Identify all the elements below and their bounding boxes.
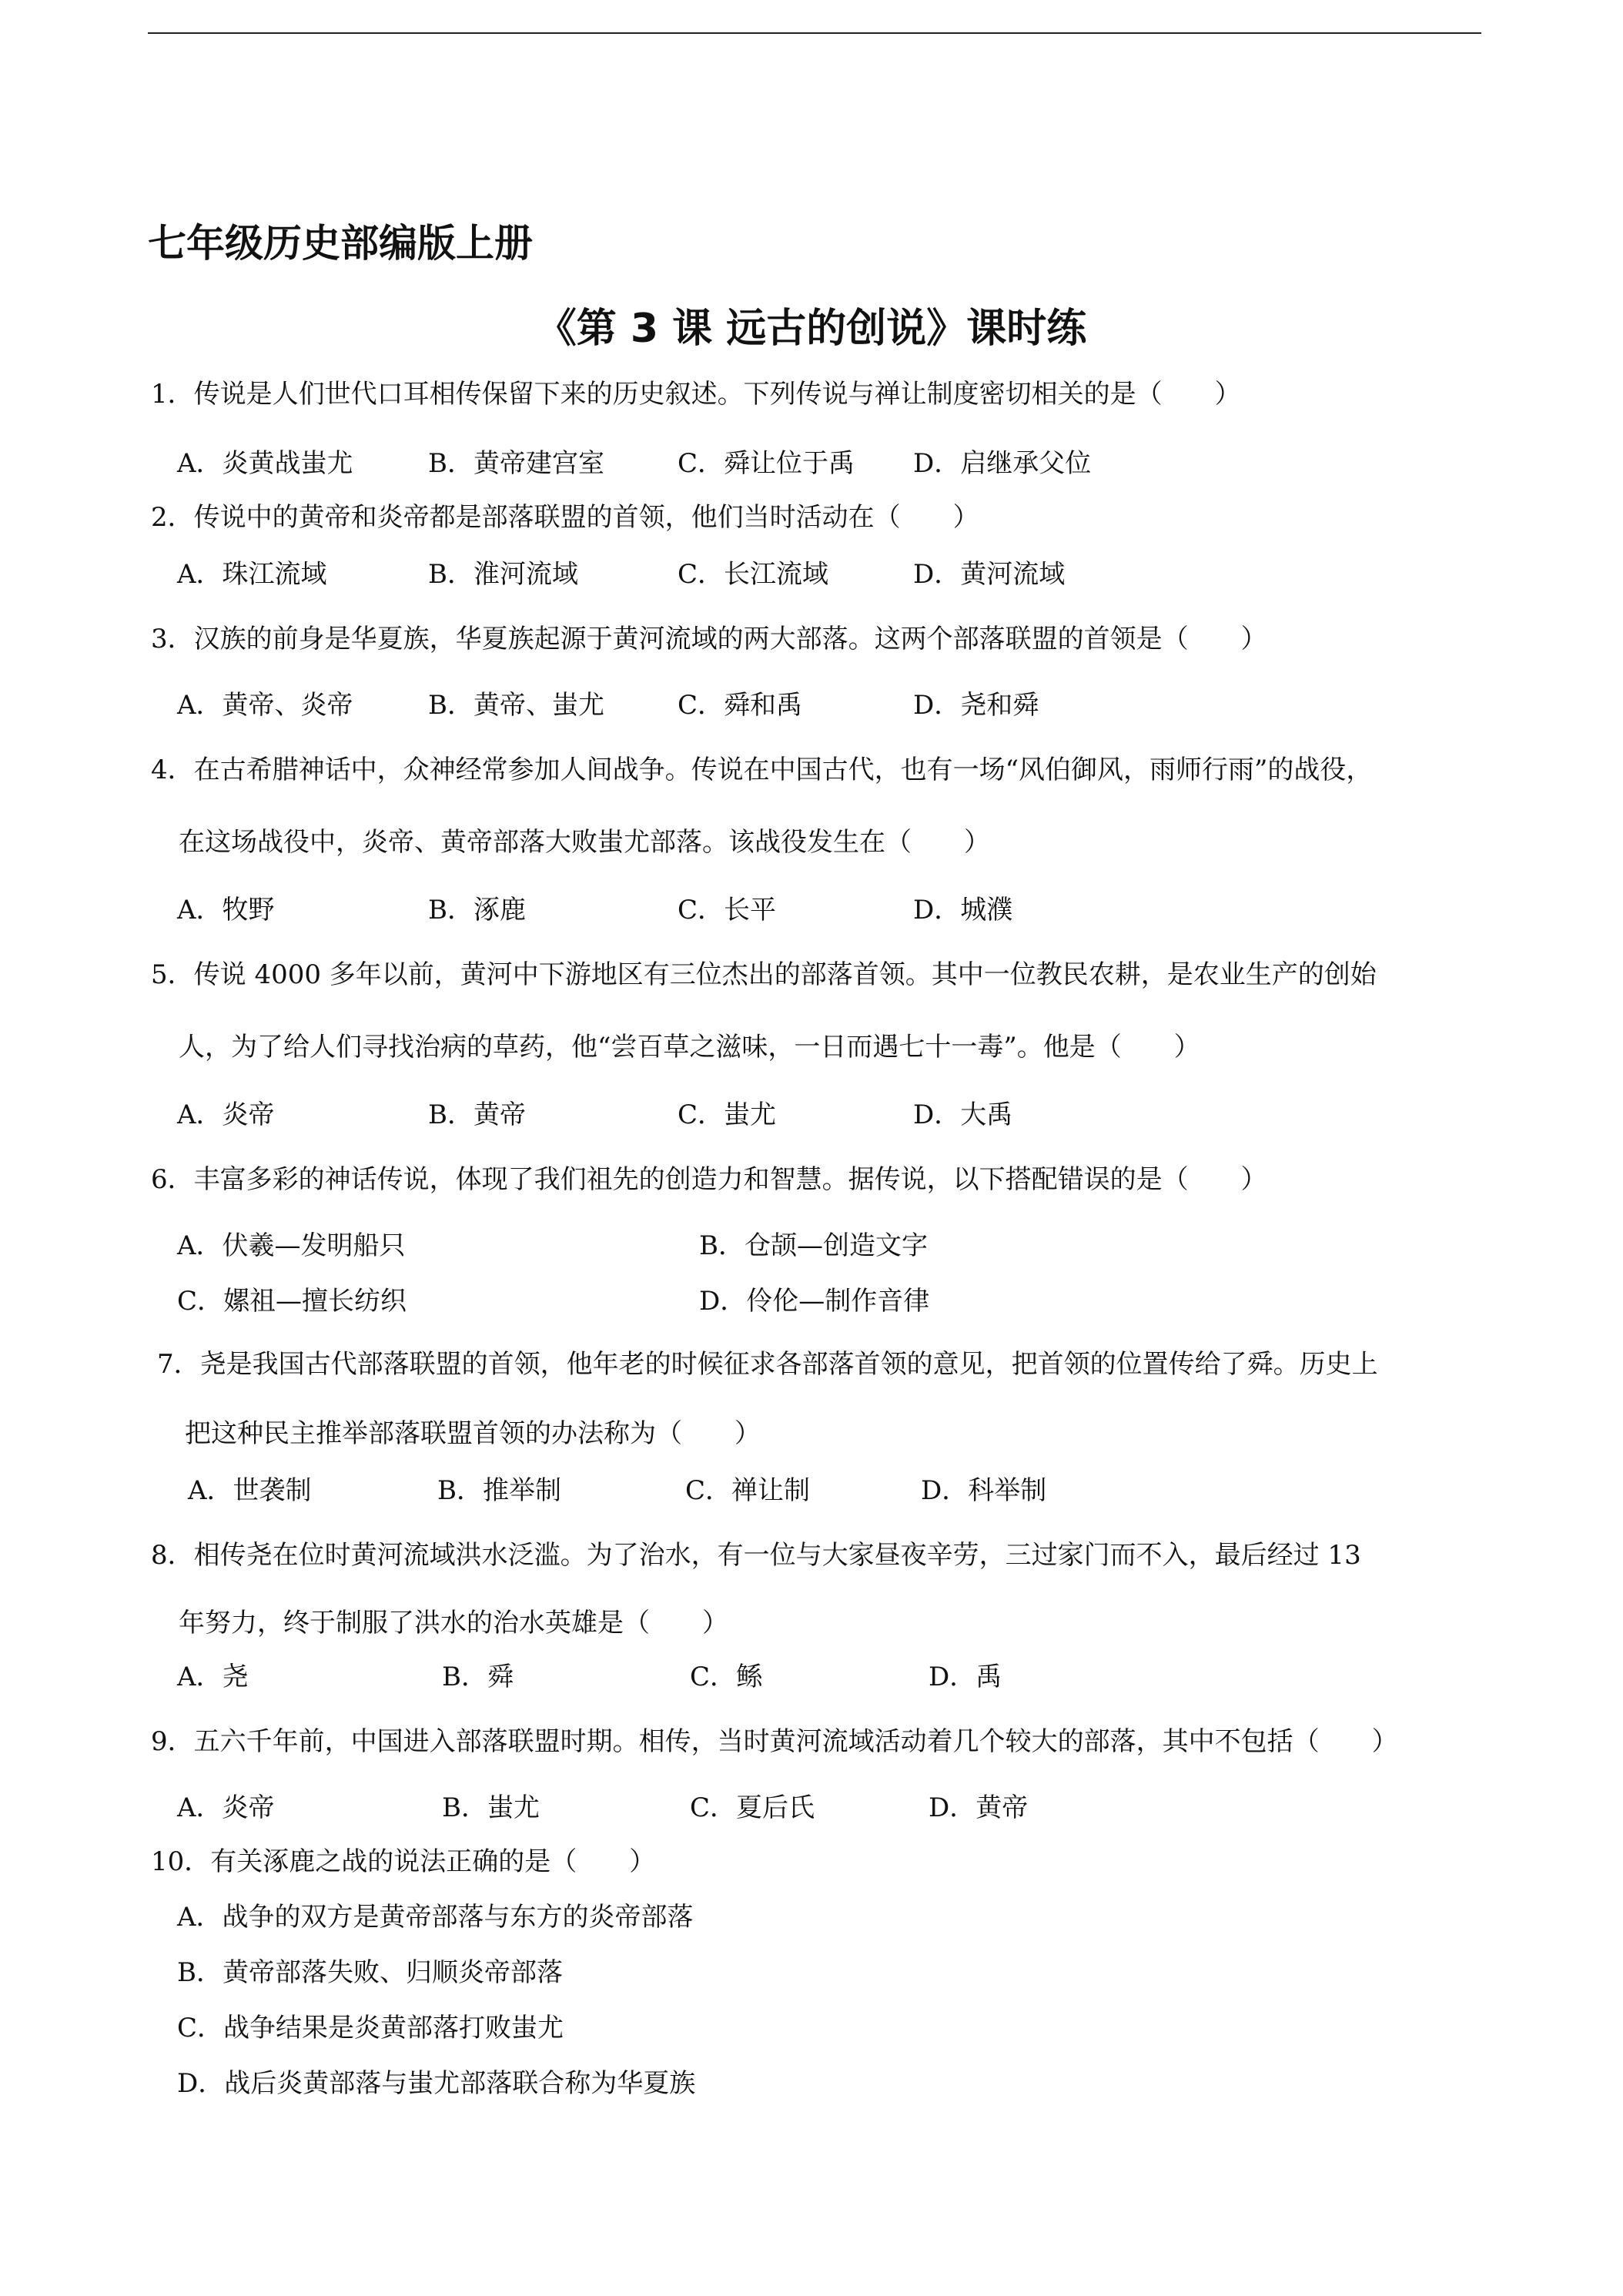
question-4-option-d: D．城濮 [913, 895, 1013, 925]
question-5-option-a: A．炎帝 [177, 1099, 275, 1130]
question-8-stem: 8．相传尧在位时黄河流域洪水泛滥。为了治水，有一位与大家昼夜辛劳，三过家门而不入，最后经过 13 [151, 1540, 1361, 1571]
question-3-option-b: B．黄帝、蚩尤 [428, 690, 604, 721]
question-1-option-d: D．启继承父位 [913, 448, 1092, 479]
question-10-option-a: A．战争的双方是黄帝部落与东方的炎帝部落 [177, 1902, 694, 1933]
question-3-option-d: D．尧和舜 [913, 690, 1039, 721]
question-6-option-a: A．伏羲—发明船只 [177, 1230, 406, 1261]
question-3-option-c: C．舜和禹 [678, 690, 803, 721]
question-10-option-c: C．战争结果是炎黄部落打败蚩尤 [177, 2013, 564, 2043]
question-2-stem: 2．传说中的黄帝和炎帝都是部落联盟的首领，他们当时活动在（ ） [151, 502, 979, 533]
question-5-stem-continued: 人，为了给人们寻找治病的草药，他“尝百草之滋味，一日而遇七十一毒”。他是（ ） [179, 1032, 1200, 1063]
question-4-stem: 4．在古希腊神话中，众神经常参加人间战争。传说在中国古代，也有一场“风伯御风，雨师行雨”的战役， [151, 755, 1373, 785]
question-2-option-d: D．黄河流域 [913, 559, 1066, 590]
question-7-option-c: C．禅让制 [685, 1475, 811, 1506]
question-8-option-c: C．鲧 [690, 1662, 763, 1692]
question-7-stem-continued: 把这种民主推举部落联盟首领的办法称为（ ） [185, 1418, 761, 1449]
question-1-stem: 1．传说是人们世代口耳相传保留下来的历史叙述。下列传说与禅让制度密切相关的是（ ） [151, 379, 1241, 410]
question-8-option-b: B．舜 [442, 1662, 514, 1692]
question-9-option-b: B．蚩尤 [442, 1792, 540, 1823]
question-8-option-a: A．尧 [177, 1662, 249, 1692]
question-9-stem: 9．五六千年前，中国进入部落联盟时期。相传，当时黄河流域活动着几个较大的部落，其中不包括（ ） [151, 1726, 1398, 1757]
question-5-stem: 5．传说 4000 多年以前，黄河中下游地区有三位杰出的部落首领。其中一位教民农耕，是农业生产的创始 [151, 959, 1377, 990]
question-6-stem: 6．丰富多彩的神话传说，体现了我们祖先的创造力和智慧。据传说，以下搭配错误的是（ ） [151, 1164, 1267, 1195]
question-10-option-b: B．黄帝部落失败、归顺炎帝部落 [177, 1957, 563, 1988]
question-5-option-b: B．黄帝 [428, 1099, 526, 1130]
question-3-stem: 3．汉族的前身是华夏族，华夏族起源于黄河流域的两大部落。这两个部落联盟的首领是（ ） [151, 624, 1267, 654]
question-9-option-d: D．黄帝 [929, 1792, 1029, 1823]
question-7-option-b: B．推举制 [437, 1475, 561, 1506]
question-4-option-c: C．长平 [678, 895, 777, 925]
question-7-stem: 7．尧是我国古代部落联盟的首领，他年老的时候征求各部落首领的意见，把首领的位置传给了舜。历史上 [157, 1349, 1378, 1380]
question-4-option-b: B．涿鹿 [428, 895, 526, 925]
question-10-option-d: D．战后炎黄部落与蚩尤部落联合称为华夏族 [177, 2068, 696, 2099]
question-2-option-a: A．珠江流域 [177, 559, 327, 590]
question-4-stem-continued: 在这场战役中，炎帝、黄帝部落大败蚩尤部落。该战役发生在（ ） [179, 827, 990, 858]
question-5-option-d: D．大禹 [913, 1099, 1013, 1130]
question-5-option-c: C．蚩尤 [678, 1099, 777, 1130]
question-6-option-c: C．嫘祖—擅长纺织 [177, 1286, 407, 1317]
grade-title: 七年级历史部编版上册 [148, 221, 533, 266]
question-6-option-d: D．伶伦—制作音律 [699, 1286, 930, 1317]
question-1-option-c: C．舜让位于禹 [678, 448, 855, 479]
question-1-option-a: A．炎黄战蚩尤 [177, 448, 353, 479]
question-2-option-c: C．长江流域 [678, 559, 829, 590]
question-7-option-d: D．科举制 [921, 1475, 1047, 1506]
question-1-option-b: B．黄帝建宫室 [428, 448, 604, 479]
question-9-option-c: C．夏后氏 [690, 1792, 815, 1823]
question-6-option-b: B．仓颉—创造文字 [699, 1230, 928, 1261]
lesson-title: 《第 3 课 远古的创说》课时练 [536, 306, 1087, 352]
question-7-option-a: A．世袭制 [188, 1475, 312, 1506]
question-4-option-a: A．牧野 [177, 895, 275, 925]
header-rule [148, 32, 1481, 34]
question-8-option-d: D．禹 [929, 1662, 1002, 1692]
question-9-option-a: A．炎帝 [177, 1792, 275, 1823]
question-2-option-b: B．淮河流域 [428, 559, 578, 590]
question-3-option-a: A．黄帝、炎帝 [177, 690, 353, 721]
question-8-stem-continued: 年努力，终于制服了洪水的治水英雄是（ ） [179, 1608, 728, 1638]
question-10-stem: 10．有关涿鹿之战的说法正确的是（ ） [151, 1846, 656, 1877]
